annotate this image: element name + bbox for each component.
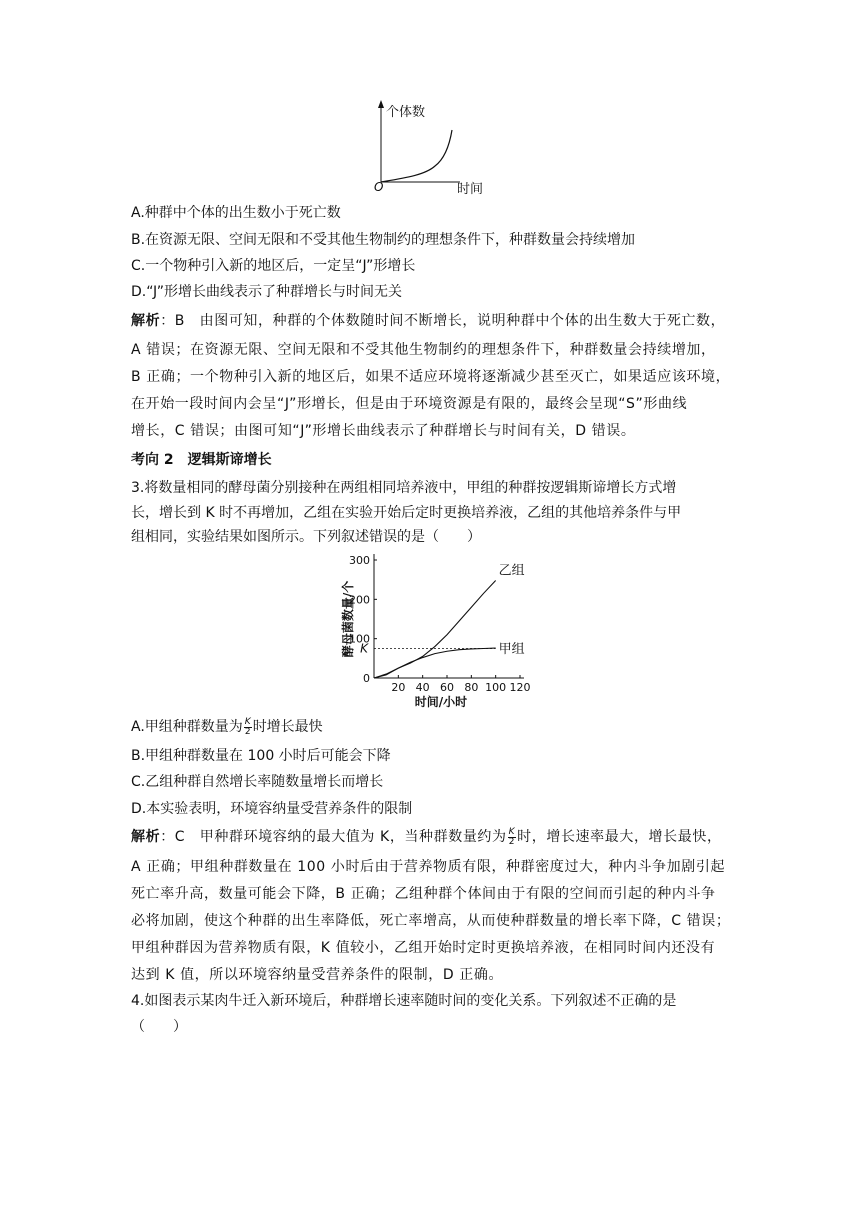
section-heading: 考向 2 逻辑斯谛增长 — [131, 452, 272, 468]
chart-series-label-1: 乙组 — [498, 563, 525, 579]
q2-option-d: D.“J”形增长曲线表示了种群增长与时间无关 — [131, 284, 403, 300]
q3-analysis-label: 解析 — [131, 829, 161, 845]
q3-stem-line-1: 3.将数量相同的酵母菌分别接种在两组相同培养液中，甲组的种群按逻辑斯谛增长方式增 — [131, 480, 677, 496]
chart-x-tick-label: 80 — [464, 681, 479, 694]
q3-analysis-text-1a: 甲种群环境容纳的最大值为 K，当种群数量约为 — [199, 829, 507, 845]
j-curve-axes — [381, 106, 460, 182]
chart-x-tick-label: 120 — [509, 681, 531, 694]
j-curve-line — [381, 130, 452, 182]
q3-analysis-line-5: 甲组种群因为营养物质有限，K 值较小，乙组开始时定时更换培养液，在相同时间内还没有 — [131, 940, 716, 956]
q3-analysis-line-3: 死亡率升高，数量可能会下降，B 正确；乙组种群个体间由于有限的空间而引起的种内斗争 — [131, 886, 716, 902]
q3-analysis-line-6: 达到 K 值，所以环境容纳量受营养条件的限制，D 正确。 — [131, 967, 504, 983]
chart-x-axis-label: 时间/小时 — [414, 695, 468, 709]
chart-series-label-2: 甲组 — [498, 642, 525, 658]
q3-option-a-text-2: 时增长最快 — [252, 719, 323, 735]
q3-analysis-text-1b: 时，增长速率最大，增长最快， — [517, 829, 722, 845]
q3-analysis-answer: ：C — [160, 829, 186, 845]
q2-analysis-text-1: 由图可知，种群的个体数随时间不断增长，说明种群中个体的出生数大于死亡数， — [199, 313, 726, 329]
q3-option-b: B.甲组种群数量在 100 小时后可能会下降 — [131, 748, 391, 764]
q2-analysis-line-1 — [131, 311, 725, 331]
q2-analysis-line-3: B 正确；一个物种引入新的地区后，如果不适应环境将逐渐减少甚至灭亡，如果适应该环境， — [131, 369, 731, 385]
fraction-denominator: 2 — [244, 726, 251, 737]
q2-option-c: C.一个物种引入新的地区后，一定呈“J”形增长 — [131, 258, 416, 274]
chart-series-line-1 — [374, 580, 496, 678]
chart-y-tick-label: 0 — [363, 672, 370, 685]
j-curve-x-label: 时间 — [457, 182, 484, 197]
chart-x-tick-label: 100 — [485, 681, 507, 694]
q2-analysis-line-4: 在开始一段时间内会呈“J”形增长，但是由于环境资源是有限的，最终会呈现“S”形曲线 — [131, 396, 688, 412]
q3-analysis-line-2: A 正确；甲组种群数量在 100 小时后由于营养物质有限，种群密度过大，种内斗争加剧引起 — [131, 859, 726, 875]
fraction-denominator: 2 — [508, 836, 516, 847]
q2-analysis-line-5: 增长，C 错误；由图可知“J”形增长曲线表示了种群增长与时间有关，D 错误。 — [131, 423, 636, 439]
chart-x-tick-label: 60 — [440, 681, 454, 694]
q3-option-a — [131, 717, 323, 737]
chart-y-axis-label: 酵母菌数量/个 — [341, 580, 355, 658]
q3-stem-line-2: 长，增长到 K 时不再增加，乙组在实验开始后定时更换培养液，乙组的其他培养条件与甲 — [131, 505, 682, 521]
k-over-2-fraction — [244, 718, 252, 737]
q2-analysis-answer: ：B — [160, 313, 186, 329]
k-over-2-fraction-analysis — [508, 828, 517, 847]
chart-y-tick-label: 300 — [349, 554, 370, 567]
j-curve-origin: O — [374, 180, 384, 194]
q3-option-a-text-1: A.甲组种群数量为 — [131, 719, 243, 735]
q2-option-a: A.种群中个体的出生数小于死亡数 — [131, 205, 341, 221]
chart-y-tick-label: 200 — [349, 593, 370, 607]
chart-x-tick-label: 40 — [415, 681, 430, 694]
q2-analysis-label: 解析 — [131, 313, 161, 329]
q3-option-c: C.乙组种群自然增长率随数量增长而增长 — [131, 774, 384, 790]
q4-stem-line-2: （ ） — [131, 1019, 187, 1035]
j-curve-y-label: 个体数 — [386, 105, 426, 120]
j-curve-y-arrow — [378, 100, 384, 108]
fraction-numerator: K — [244, 716, 251, 727]
q2-option-b: B.在资源无限、空间无限和不受其他生物制约的理想条件下，种群数量会持续增加 — [131, 232, 636, 248]
q2-analysis-line-2: A 错误；在资源无限、空间无限和不受其他生物制约的理想条件下，种群数量会持续增加， — [131, 342, 716, 358]
q4-stem-line-1: 4.如图表示某肉牛迁入新环境后，种群增长速率随时间的变化关系。下列叙述不正确的是 — [131, 993, 677, 1009]
chart-x-tick-label: 20 — [391, 681, 406, 694]
q3-option-d: D.本实验表明，环境容纳量受营养条件的限制 — [131, 801, 413, 817]
fraction-numerator: K — [508, 826, 516, 837]
chart-y-tick-label: 100 — [349, 632, 370, 646]
chart-series-line-2 — [374, 648, 496, 678]
q3-analysis-line-4: 必将加剧，使这个种群的出生率降低，死亡率增高，从而使种群数量的增长率下降，C 错误； — [131, 913, 731, 929]
chart-k-label: K — [360, 641, 368, 656]
q3-stem-line-3: 组相同，实验结果如图所示。下列叙述错误的是（ ） — [131, 529, 481, 545]
q3-analysis-line-1 — [131, 827, 722, 847]
